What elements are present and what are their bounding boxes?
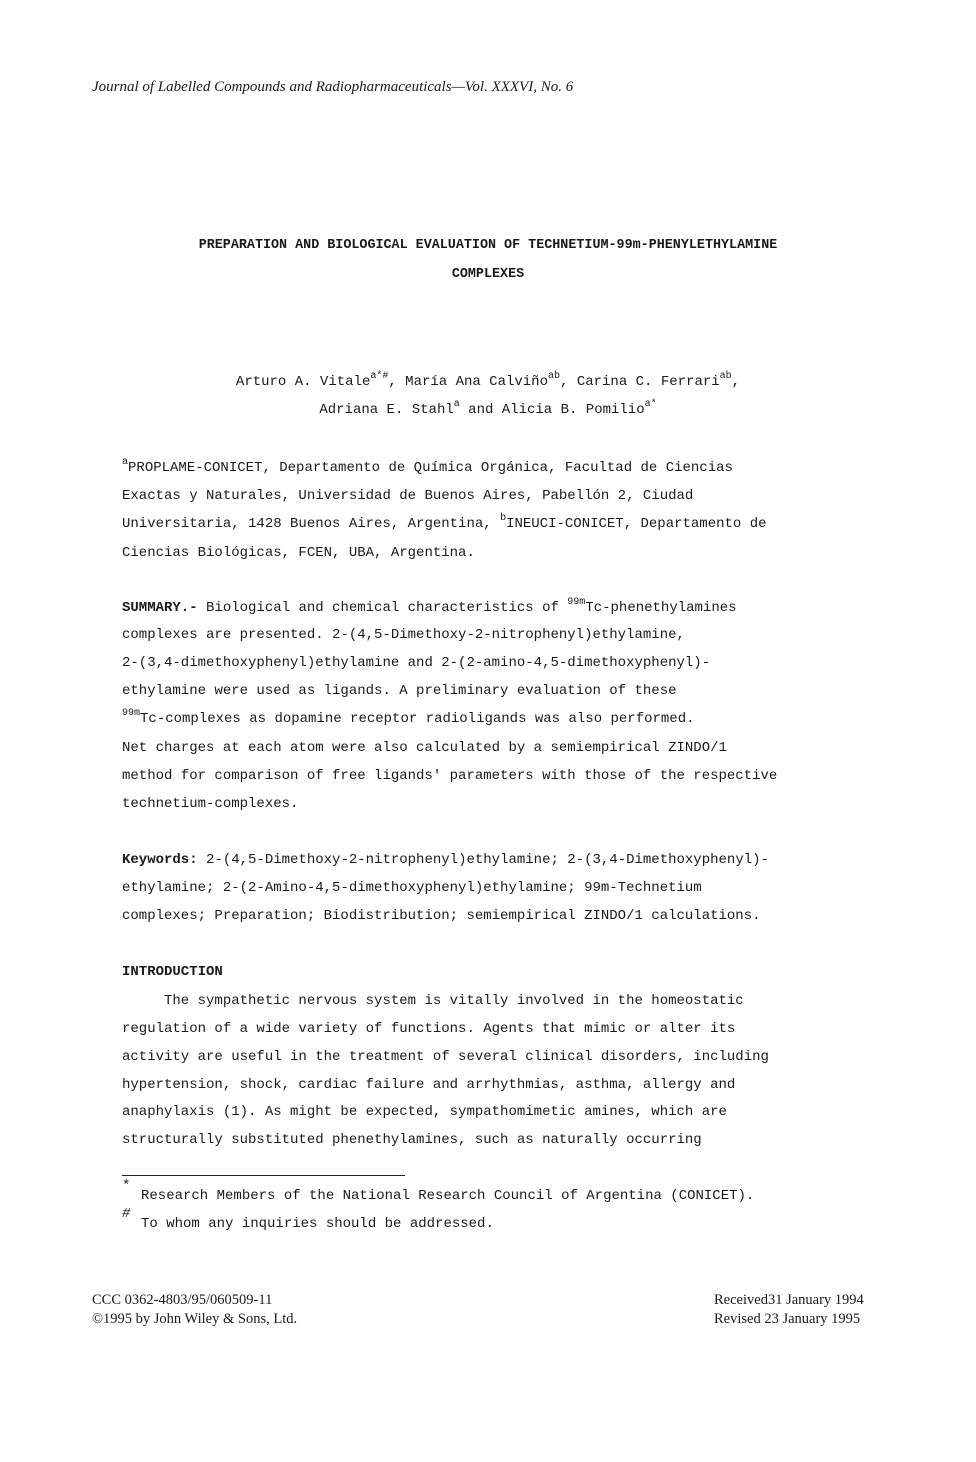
author-name: , Carina C. Ferrari [560, 374, 720, 390]
affiliation-line [122, 513, 767, 532]
affiliation-text: PROPLAME-CONICET, Departamento de Química Orgánica, Facultad de Ciencias [128, 460, 733, 476]
affiliation-line [122, 457, 733, 476]
author-affiliation-mark: a [453, 399, 460, 410]
paper-title-line-1: PREPARATION AND BIOLOGICAL EVALUATION OF TECHNETIUM-99m-PHENYLETHYLAMINE [198, 238, 778, 253]
isotope-mark: 99m [567, 597, 586, 608]
author-separator: , [731, 374, 741, 390]
section-heading: INTRODUCTION [122, 964, 223, 980]
intro-line: anaphylaxis (1). As might be expected, sympathomimetic amines, which are [122, 1104, 727, 1120]
author-name: Arturo A. Vitale [235, 374, 371, 390]
author-list-line-2 [0, 399, 976, 418]
footnote-text: Research Members of the National Research Council of Argentina (CONICET). [141, 1188, 755, 1204]
intro-line: The sympathetic nervous system is vitally involved in the homeostatic [122, 993, 744, 1009]
author-affiliation-mark: ab [719, 371, 732, 382]
affiliation-mark: b [500, 513, 507, 524]
summary-line: ethylamine were used as ligands. A preliminary evaluation of these [122, 683, 677, 699]
summary-line: 2-(3,4-dimethoxyphenyl)ethylamine and 2-(2-amino-4,5-dimethoxyphenyl)- [122, 655, 711, 671]
affiliation-text: INEUCI-CONICET, Departamento de [506, 516, 767, 532]
summary-line: method for comparison of free ligands' parameters with those of the respective [122, 768, 778, 784]
intro-line: structurally substituted phenethylamines, such as naturally occurring [122, 1132, 702, 1148]
footnote-symbol: # [122, 1206, 131, 1222]
keywords-line [122, 852, 769, 868]
keywords-line: complexes; Preparation; Biodistribution; semiempirical ZINDO/1 calculations. [122, 908, 761, 924]
affiliation-mark: a [122, 457, 129, 468]
author-list-line-1 [0, 371, 976, 390]
summary-line [122, 708, 695, 727]
affiliation-text: Universitaria, 1428 Buenos Aires, Argentina, [122, 516, 501, 532]
revised-date: Revised 23 January 1995 [714, 1311, 861, 1327]
author-affiliation-mark: a*# [370, 371, 389, 382]
ccc-code: CCC 0362-4803/95/060509-11 [92, 1292, 273, 1308]
keywords-text: 2-(4,5-Dimethoxy-2-nitrophenyl)ethylamine; 2-(3,4-Dimethoxyphenyl)- [197, 852, 769, 868]
copyright: ©1995 by John Wiley & Sons, Ltd. [92, 1311, 298, 1327]
footnote-divider [122, 1175, 405, 1176]
author-affiliation-mark: ab [548, 371, 561, 382]
summary-line: technetium-complexes. [122, 796, 299, 812]
journal-header: Journal of Labelled Compounds and Radiopharmaceuticals—Vol. XXXVI, No. 6 [92, 79, 574, 95]
summary-text: Tc-phenethylamines [585, 600, 737, 616]
isotope-mark: 99m [122, 708, 141, 719]
summary-text: Tc-complexes as dopamine receptor radioligands was also performed. [140, 711, 695, 727]
intro-line: hypertension, shock, cardiac failure and arrhythmias, asthma, allergy and [122, 1077, 736, 1093]
intro-line: activity are useful in the treatment of several clinical disorders, including [122, 1049, 769, 1065]
keywords-label: Keywords: [122, 852, 198, 868]
summary-label: SUMMARY.- [122, 600, 198, 616]
author-name: and Alicia B. Pomilio [459, 402, 645, 418]
summary-line [122, 597, 737, 616]
author-name: Adriana E. Stahl [319, 402, 454, 418]
author-name: , María Ana Calviño [388, 374, 548, 390]
summary-line: complexes are presented. 2-(4,5-Dimethoxy-2-nitrophenyl)ethylamine, [122, 627, 685, 643]
received-date: Received31 January 1994 [714, 1292, 864, 1308]
paper-title-line-2: COMPLEXES [451, 267, 525, 282]
keywords-line: ethylamine; 2-(2-Amino-4,5-dimethoxyphenyl)ethylamine; 99m-Technetium [122, 880, 702, 896]
footnote-text: To whom any inquiries should be addressed. [141, 1216, 494, 1232]
summary-line: Net charges at each atom were also calculated by a semiempirical ZINDO/1 [122, 740, 727, 756]
footnote-symbol: * [122, 1178, 131, 1194]
intro-line: regulation of a wide variety of functions. Agents that mimic or alter its [122, 1021, 736, 1037]
affiliation-line: Ciencias Biológicas, FCEN, UBA, Argentina. [122, 545, 475, 561]
affiliation-line: Exactas y Naturales, Universidad de Buenos Aires, Pabellón 2, Ciudad [122, 488, 694, 504]
summary-text: Biological and chemical characteristics of [197, 600, 568, 616]
author-affiliation-mark: a* [644, 399, 657, 410]
